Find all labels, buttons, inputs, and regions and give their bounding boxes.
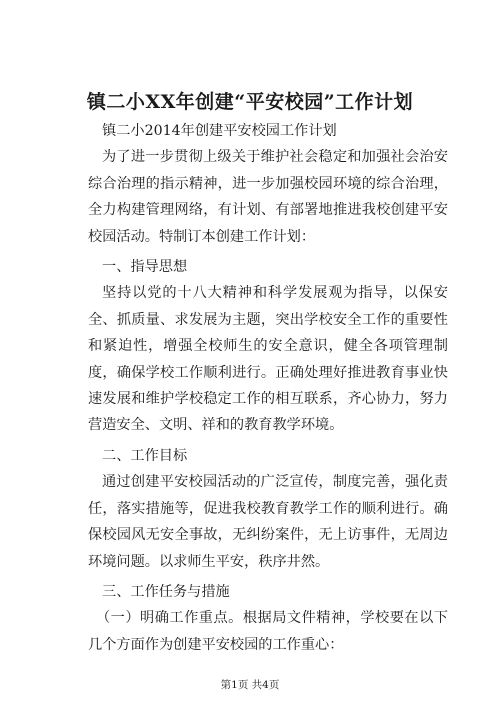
section-paragraph-3: （一）明确工作重点。根据局文件精神，学校要在以下几个方面作为创建平安校园的工作重心： xyxy=(88,610,448,653)
section-heading-2: 二、工作目标 xyxy=(102,447,188,464)
section-heading-3: 三、工作任务与措施 xyxy=(102,583,230,600)
intro-paragraph: 为了进一步贯彻上级关于维护社会稳定和加强社会治安综合治理的指示精神，进一步加强校园环境的综合治理，全力构建管理网络，有计划、有部署地推进我校创建平安校园活动。特制订本创建工作计划： xyxy=(88,149,448,245)
section-paragraph-1: 坚持以党的十八大精神和科学发展观为指导，以保安全、抓质量、求发展为主题，突出学校安全工作的重要性和紧迫性，增强全校师生的安全意识，健全各项管理制度，确保学校工作顺利进行。正确处理好推进教育事业快速发展和维护学校稳定工作的相互联系，齐心协力，努力营造安全、文明、祥和的教育教学环境。 xyxy=(88,285,448,434)
section-paragraph-2: 通过创建平安校园活动的广泛宣传，制度完善，强化责任，落实措施等，促进我校教育教学工作的顺利进行。确保校园风无安全事故，无纠纷案件，无上访事件，无周边环境问题。以求师生平安，秩序井然。 xyxy=(88,474,448,570)
page-footer: 第1页 共4页 xyxy=(220,679,280,691)
document-title: 镇二小XX年创建“平安校园”工作计划 xyxy=(86,91,414,113)
document-body xyxy=(88,118,448,658)
section-heading-1: 一、指导思想 xyxy=(102,259,188,276)
document-subtitle: 镇二小2014年创建平安校园工作计划 xyxy=(102,123,337,139)
